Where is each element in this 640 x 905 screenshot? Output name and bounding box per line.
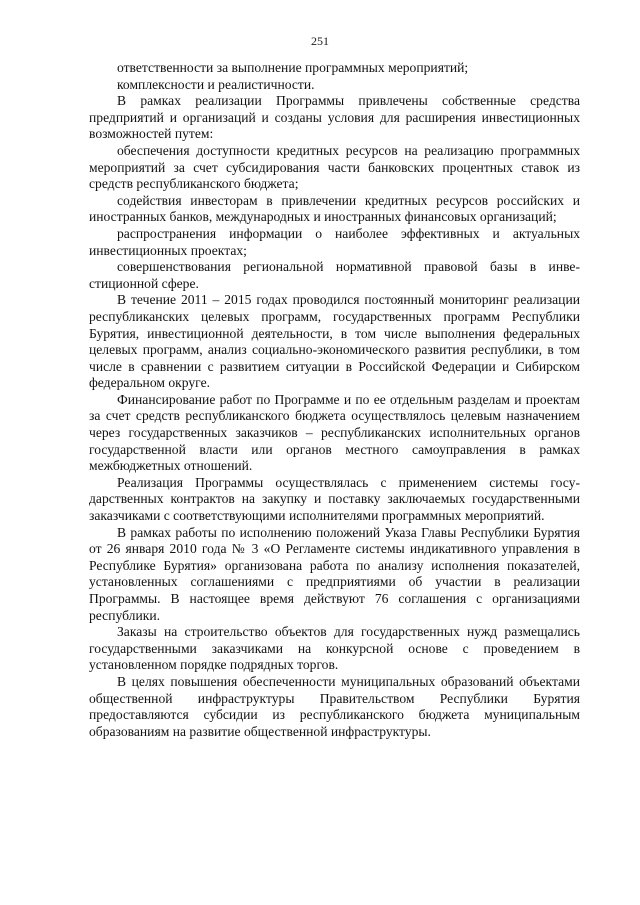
paragraph: Реализация Программы осуществлялась с применением системы государственных контрактов на закупку и поставку заключаемых государственными заказчиками с соответствующими исполнителями программных мероприятий. [89, 474, 580, 524]
paragraph: В рамках работы по исполнению положений Указа Главы Республики Бурятия от 26 января 2010 года № 3 «О Регламенте системы индикативного управления в Республике Бурятия» организована работа по анализу исполнения показателей, установленных соглашениями с предприятиями об участии в реализации Программы. В настоящее время действуют 76 соглашения с организациями республики. [89, 524, 580, 623]
paragraph: Заказы на строительство объектов для государственных нужд размещались государственными заказчиками на конкурсной основе с проведением в установленном порядке подрядных торгов. [89, 624, 580, 673]
paragraph: содействия инвесторам в привлечении кредитных ресурсов российских и иностранных банков, международных и иностранных финансовых организаций; [89, 192, 580, 225]
paragraph: обеспечения доступности кредитных ресурсов на реализацию программных мероприятий за счет субсидирования части банковских процентных ставок из средств республиканского бюджета; [89, 142, 580, 192]
paragraph: распространения информации о наиболее эффективных и актуальных инвестиционных проектах; [89, 225, 580, 258]
page-number: 251 [311, 34, 329, 48]
paragraph: ответственности за выполнение программных мероприятий; [117, 60, 469, 75]
paragraph: комплексности и реалистичности. [117, 76, 315, 92]
paragraph: Финансирование работ по Программе и по ее отдельным разделам и проектам за счет средств республиканского бюджета осуществлялось целевым назначением через государственных заказчиков – республиканских исполнительных органов государственной власти или органов местного самоуправления в рамках межбюджетных отношений. [89, 391, 580, 474]
document-body [89, 60, 580, 740]
paragraph: В целях повышения обеспеченности муниципальных образований объектами общественной инфраструктуры Правительством Республики Бурятия предоставляются субсидии из республиканского бюджета муниципальным образованиям на развитие общественной инфраструктуры. [89, 673, 580, 739]
paragraph: совершенствования региональной нормативной правовой базы в инвестиционной сфере. [89, 259, 580, 291]
paragraph: В рамках реализации Программы привлечены собственные средства предприятий и организаций и созданы условия для расширения инвестиционных возможностей путем: [89, 93, 580, 142]
paragraph: В течение 2011 – 2015 годах проводился постоянный мониторинг реализации республиканских целевых программ, государственных программ Республики Бурятия, инвестиционной деятельности, в том числе выполнения федеральных целевых программ, анализ социально-экономического развития республики, в том числе в сравнении с развитием ситуации в Российской Федерации и Сибирском федеральном округе. [89, 292, 580, 391]
